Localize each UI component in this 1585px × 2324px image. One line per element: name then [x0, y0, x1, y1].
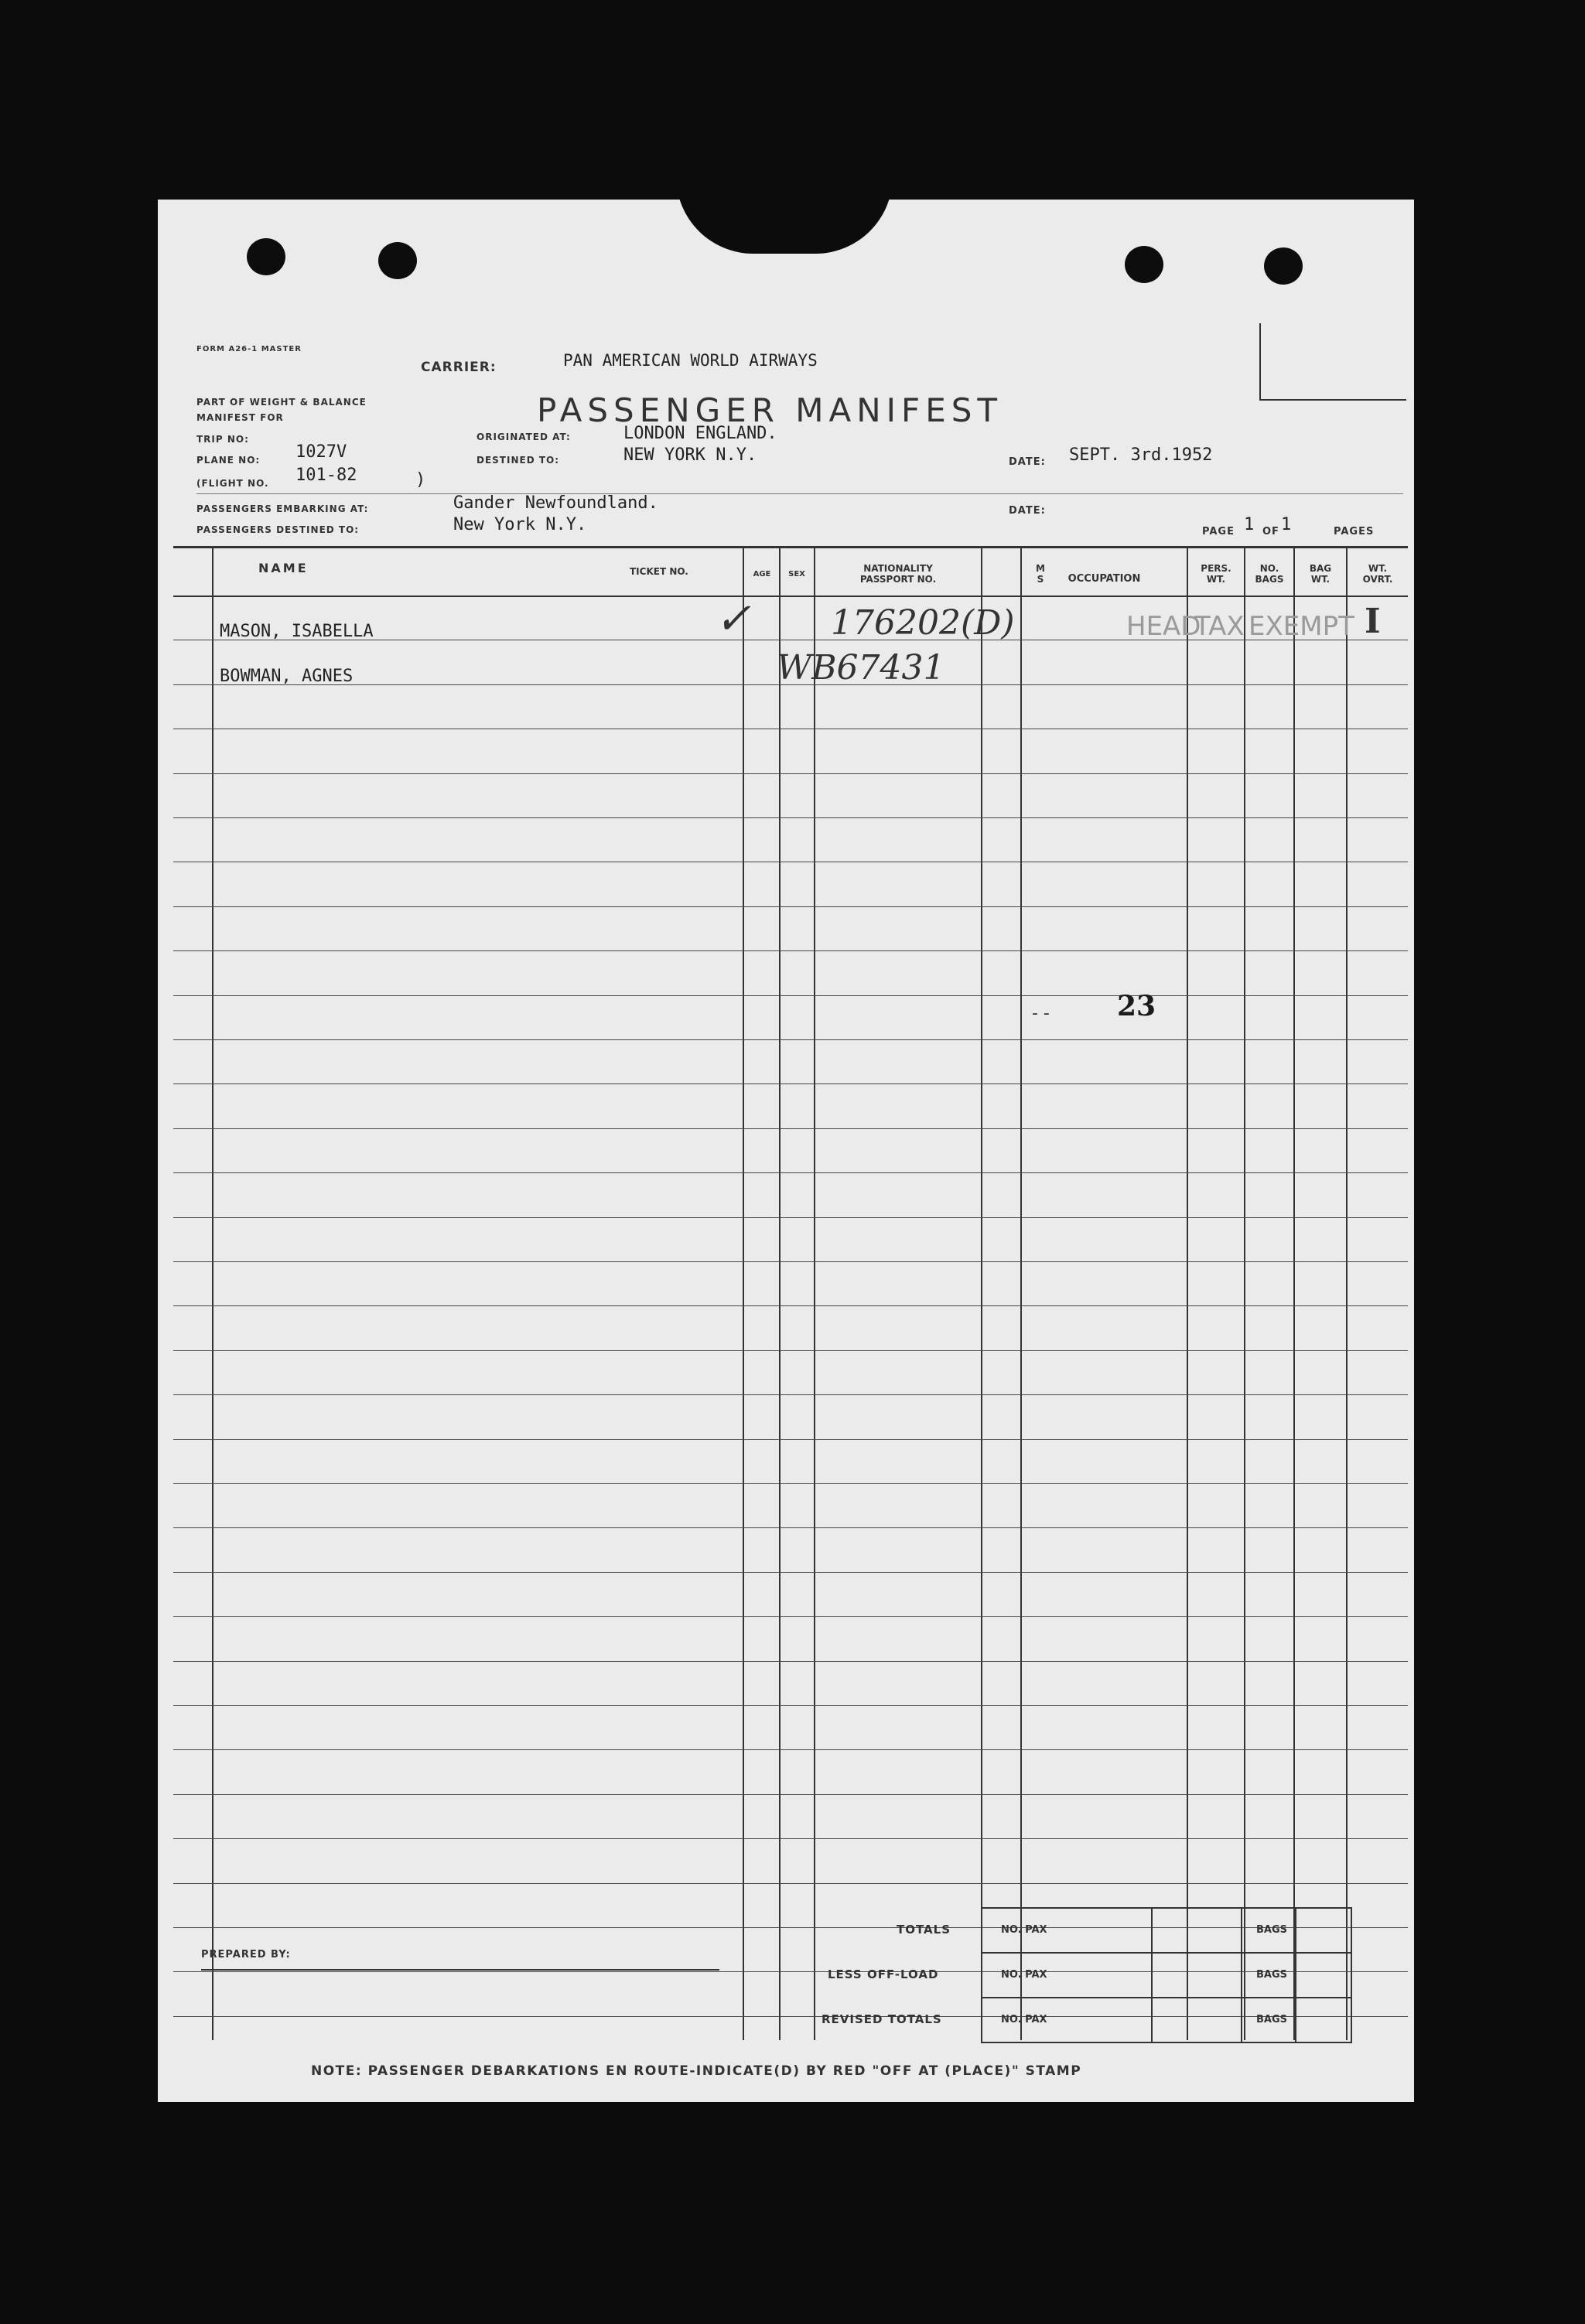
col-header-bagwt-l2: WT.	[1310, 574, 1331, 585]
col-header-occupation: OCCUPATION	[1067, 573, 1141, 585]
stamp-exempt: EXEMPT	[1249, 611, 1354, 642]
table-row-rule	[173, 2016, 1408, 2017]
col-header-bags	[1245, 563, 1293, 585]
flight-label: (FLIGHT NO.	[196, 478, 269, 489]
flight-close: )	[415, 470, 426, 490]
passenger-name-1: MASON, ISABELLA	[220, 622, 374, 641]
punch-hole-3	[1125, 246, 1163, 283]
table-row-rule	[173, 1172, 1408, 1173]
row1-handwritten-numbers: 176202(D)	[831, 603, 1015, 643]
col-line-age	[779, 548, 781, 2040]
count-number: 23	[1117, 990, 1156, 1022]
destined-pax-label: PASSENGERS DESTINED TO:	[196, 524, 360, 535]
destined-value: NEW YORK N.Y.	[623, 445, 757, 465]
table-row-rule	[173, 1971, 1408, 1972]
table-row-rule	[173, 1794, 1408, 1795]
plane-label: PLANE NO:	[196, 455, 261, 466]
of-number: 1	[1281, 515, 1292, 534]
table-row-rule	[173, 1261, 1408, 1262]
totals-label: TOTALS	[897, 1923, 951, 1937]
date-label: DATE:	[1009, 456, 1046, 468]
plane-number: 1027V	[295, 442, 347, 462]
trip-label: TRIP NO:	[196, 434, 249, 445]
pages-label: PAGES	[1334, 526, 1375, 537]
revised-totals-label: REVISED TOTALS	[822, 2012, 942, 2026]
carrier-label: CARRIER:	[421, 360, 497, 375]
col-header-bags-l2: BAGS	[1255, 574, 1284, 585]
page-number: 1	[1244, 515, 1255, 534]
page-label: PAGE	[1202, 526, 1235, 537]
col-line-pers	[1244, 548, 1245, 2040]
table-row-rule	[173, 1217, 1408, 1218]
embarking-value: Gander Newfoundland.	[453, 493, 658, 513]
table-row-rule	[173, 1483, 1408, 1484]
stamp-tax: TAX	[1194, 611, 1245, 642]
row2-handwritten-numbers: WB67431	[777, 648, 945, 688]
col-line-nationality	[981, 548, 982, 2040]
col-header-name: NAME	[258, 561, 309, 575]
table-row-rule	[173, 1350, 1408, 1351]
col-header-nationality-l1: NATIONALITY	[863, 563, 933, 574]
table-row-rule	[173, 1749, 1408, 1750]
form-number: FORM A26-1 MASTER	[196, 345, 302, 353]
col-header-sex: SEX	[788, 570, 805, 578]
col-header-ovrt	[1348, 563, 1408, 585]
totals-bags: BAGS	[1256, 1924, 1288, 1936]
destined-pax-value: New York N.Y.	[453, 515, 587, 534]
totals-bottom-rule	[981, 2042, 1352, 2043]
totals-no-pax: NO. PAX	[1001, 1924, 1047, 1936]
col-header-ticket: TICKET NO.	[630, 566, 688, 577]
col-header-ovrt-l2: OVRT.	[1362, 574, 1393, 585]
revised-no-pax: NO. PAX	[1001, 2014, 1047, 2025]
col-line-bags	[1293, 548, 1295, 2040]
table-row-rule	[173, 1927, 1408, 1928]
row1-check-mark: ✓	[715, 594, 751, 644]
originated-value: LONDON ENGLAND.	[623, 424, 777, 443]
totals-mid-rule-2	[981, 1997, 1352, 1998]
originated-label: ORIGINATED AT:	[477, 432, 571, 442]
col-line-name	[212, 548, 213, 2040]
embarking-label: PASSENGERS EMBARKING AT:	[196, 503, 369, 514]
date-value: SEPT. 3rd.1952	[1069, 445, 1213, 465]
footer-note: NOTE: PASSENGER DEBARKATIONS EN ROUTE-INDICATE(D) BY RED "OFF AT (PLACE)" STAMP	[311, 2063, 1082, 2079]
flight-number: 101-82	[295, 466, 357, 485]
punch-hole-2	[378, 242, 417, 279]
punch-hole-1	[247, 238, 285, 275]
totals-v1	[981, 1907, 982, 2043]
table-row-rule	[173, 1616, 1408, 1617]
table-row-rule	[173, 1527, 1408, 1528]
table-row-rule	[173, 1572, 1408, 1573]
totals-v5	[1351, 1907, 1352, 2043]
destined-label: DESTINED TO:	[477, 455, 560, 466]
col-header-nationality-l2: PASSPORT NO.	[859, 574, 937, 585]
col-line-occupation	[1187, 548, 1188, 2040]
table-row-rule	[173, 1838, 1408, 1839]
date2-label: DATE:	[1009, 505, 1046, 517]
table-row-rule	[173, 1439, 1408, 1440]
table-row-rule	[173, 817, 1408, 818]
table-row-rule	[173, 906, 1408, 907]
col-line-bagwt	[1346, 548, 1348, 2040]
table-row-rule	[173, 1039, 1408, 1040]
less-offload-label: LESS OFF-LOAD	[828, 1967, 939, 1981]
totals-v2	[1151, 1907, 1153, 2043]
col-header-bagwt	[1295, 563, 1346, 585]
offload-no-pax: NO. PAX	[1001, 1969, 1047, 1981]
col-header-bags-l1: NO.	[1259, 563, 1279, 574]
part-of-line2: MANIFEST FOR	[196, 412, 284, 423]
table-row-rule	[173, 1394, 1408, 1395]
col-header-bagwt-l1: BAG	[1309, 563, 1332, 574]
stamp-head: HEAD	[1126, 611, 1201, 642]
col-header-nationality	[815, 563, 981, 585]
of-label: OF	[1262, 526, 1279, 537]
col-header-age: AGE	[753, 570, 771, 578]
table-row-rule	[173, 1305, 1408, 1306]
manifest-title: PASSENGER MANIFEST	[537, 391, 1003, 429]
offload-bags: BAGS	[1256, 1969, 1288, 1981]
table-row-rule	[173, 1661, 1408, 1662]
totals-v3	[1241, 1907, 1242, 2043]
col-line-ticket	[743, 548, 744, 2040]
count-dashes: - -	[1032, 1004, 1050, 1023]
header-bottom-rule	[173, 596, 1408, 597]
col-line-sex	[814, 548, 815, 2040]
punch-hole-4	[1264, 247, 1303, 285]
passenger-name-2: BOWMAN, AGNES	[220, 667, 354, 686]
part-of-line1: PART OF WEIGHT & BALANCE	[196, 397, 367, 408]
table-row-rule	[173, 773, 1408, 774]
col-header-ms-l1: M	[1036, 563, 1045, 574]
prepared-by-line	[201, 1969, 719, 1971]
col-header-pers	[1188, 563, 1244, 585]
col-header-pers-l1: PERS.	[1201, 563, 1231, 574]
table-top-rule	[173, 546, 1408, 548]
totals-v4	[1295, 1907, 1296, 2043]
header-rule	[196, 493, 1403, 494]
col-line-ms	[1020, 548, 1022, 2040]
table-row-rule	[173, 1128, 1408, 1129]
prepared-by-label: PREPARED BY:	[201, 1949, 291, 1961]
manifest-sheet	[158, 200, 1414, 2102]
corner-mark-h	[1259, 399, 1406, 401]
table-row-rule	[173, 950, 1408, 951]
totals-top-rule	[981, 1907, 1352, 1909]
col-header-ovrt-l1: WT.	[1368, 563, 1388, 574]
row1-mark: I	[1365, 602, 1381, 641]
table-row-rule	[173, 1883, 1408, 1884]
col-header-ms-l2: S	[1037, 574, 1044, 585]
corner-mark-v	[1259, 323, 1261, 401]
torn-notch	[676, 176, 893, 254]
col-header-pers-l2: WT.	[1206, 574, 1226, 585]
table-row-rule	[173, 995, 1408, 996]
carrier-value: PAN AMERICAN WORLD AIRWAYS	[563, 351, 818, 370]
table-row-rule	[173, 1705, 1408, 1706]
totals-mid-rule-1	[981, 1952, 1352, 1954]
revised-bags: BAGS	[1256, 2014, 1288, 2025]
